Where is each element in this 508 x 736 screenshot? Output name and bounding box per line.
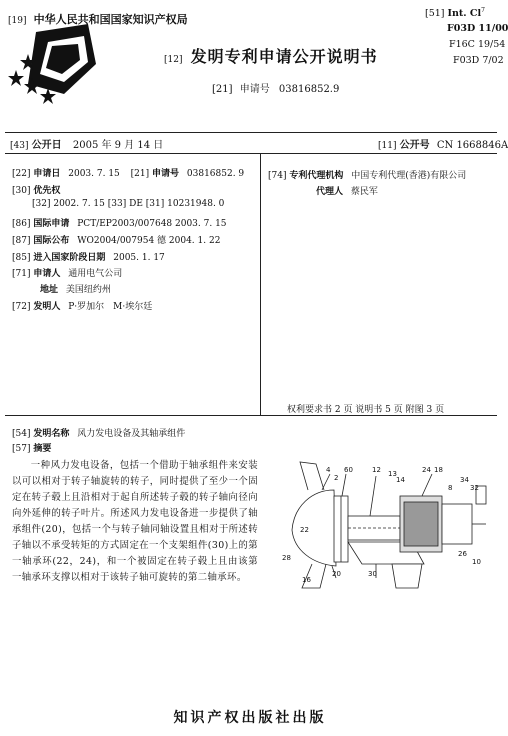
publisher-footer: 知识产权出版社出版 — [173, 710, 327, 726]
intl-pub-value: WO2004/007954 德 2004. 1. 22 — [77, 236, 221, 246]
national-phase-label: 进入国家阶段日期 — [33, 253, 106, 263]
pub-no-label: 公开号 — [399, 140, 430, 151]
figure-reference-label: 60 — [344, 466, 353, 474]
inventor-code: [72] — [12, 302, 31, 312]
pub-date-label: 公开日 — [31, 140, 62, 151]
figure-reference-label: 12 — [372, 466, 381, 474]
doc-type-title: 发明专利申请公开说明书 — [190, 47, 378, 66]
pub-no-code: [11] — [378, 141, 397, 151]
address-value: 美国纽约州 — [65, 285, 111, 295]
figure-hub — [292, 490, 336, 566]
priority-country-code: [33] — [107, 199, 127, 209]
patent-figure — [272, 460, 494, 590]
figure-reference-label: 4 — [326, 466, 331, 474]
national-phase-code: [85] — [12, 253, 31, 263]
app-no-code: [21] — [212, 84, 233, 95]
figure-reference-label: 14 — [396, 476, 405, 484]
figure-reference-label: 30 — [368, 570, 377, 578]
invention-title: 风力发电设备及其轴承组件 — [77, 429, 186, 439]
ipc-secondary: F03D 7/02 — [453, 55, 504, 66]
inventor-value: P·罗加尔 M·埃尔廷 — [68, 302, 153, 312]
priority-label: 优先权 — [33, 186, 61, 196]
priority-no: 10231948. 0 — [167, 199, 225, 209]
applicant-code: [71] — [12, 269, 31, 279]
page-count-summary: 权利要求书 2 页 说明书 5 页 附图 3 页 — [287, 405, 445, 415]
intl-app-label: 国际申请 — [33, 219, 70, 229]
title-code: [54] — [12, 429, 31, 439]
app-value: 03816852. 9 — [186, 169, 245, 179]
app-no-value: 03816852.9 — [278, 84, 340, 95]
figure-reference-label: 18 — [434, 466, 443, 474]
pub-no: CN 1668846A — [436, 140, 508, 151]
agency-value: 中国专利代理(香港)有限公司 — [351, 171, 467, 181]
app-label: 申请号 — [152, 169, 180, 179]
figure-reference-label: 28 — [282, 554, 291, 562]
pub-date: 2005 年 9 月 14 日 — [72, 140, 164, 151]
agent-label: 代理人 — [316, 187, 344, 197]
intl-pub-code: [87] — [12, 236, 31, 246]
title-label: 发明名称 — [33, 429, 70, 439]
inventor-label: 发明人 — [33, 302, 61, 312]
ipc-secondary: F16C 19/54 — [449, 39, 506, 50]
doc-type-code: [12] — [164, 55, 183, 65]
figure-reference-label: 22 — [300, 526, 309, 534]
agency-label: 专利代理机构 — [289, 171, 344, 181]
intl-pub-label: 国际公布 — [33, 236, 70, 246]
intcl-label: Int. Cl — [447, 8, 482, 20]
figure-generator — [442, 504, 472, 544]
filing-code: [22] — [12, 169, 31, 179]
figure-reference-label: 24 — [422, 466, 431, 474]
app-code: [21] — [130, 169, 150, 179]
intcl-code: [51] — [425, 8, 445, 20]
priority-date: 2002. 7. 15 — [53, 199, 105, 209]
applicant-label: 申请人 — [33, 269, 61, 279]
filing-date: 2003. 7. 15 — [68, 169, 120, 179]
priority-code: [30] — [12, 186, 31, 196]
applicant-value: 通用电气公司 — [68, 269, 123, 279]
figure-reference-label: 10 — [472, 558, 481, 566]
app-no-label: 申请号 — [239, 84, 270, 95]
agent-value: 蔡民军 — [350, 187, 378, 197]
figure-blade — [300, 462, 324, 490]
figure-reference-label: 32 — [470, 484, 479, 492]
pub-date-code: [43] — [10, 141, 29, 151]
abstract-text-block — [12, 458, 258, 586]
logo-star — [8, 70, 24, 86]
abstract-label: 摘要 — [33, 444, 52, 454]
figure-reference-label: 2 — [334, 474, 339, 482]
office-code: [19] — [8, 16, 27, 26]
priority-date-code: [32] — [32, 199, 51, 209]
agency-code: [74] — [268, 171, 287, 181]
ipc-main: F03D 11/00 — [447, 23, 508, 34]
abstract-code: [57] — [12, 444, 31, 454]
office-name: 中华人民共和国国家知识产权局 — [33, 13, 188, 26]
abstract-text: 一种风力发电设备，包括一个借助于轴承组件来安装以可以相对于转子轴旋转的转子，同时提供了至少一个固定在转子毂上且沿相对于起自所述转子毂的转子轴向径向向外延伸的转子叶片。所述风力发电设备进一步提供了轴承组件(20)，包括一个与转子轴同轴设置且相对于所述转子轴以不承受转矩的方式固定在一个支架组件(30)上的第一轴承环(22，24)，和一个被固定在转子毂上且由该第一轴承环支撑以相对于该转子轴可旋转的第二轴承环。 — [12, 460, 258, 583]
figure-reference-label: 8 — [448, 484, 453, 492]
figure-reference-label: 20 — [332, 570, 341, 578]
figure-reference-label: 34 — [460, 476, 469, 484]
figure-reference-label: 16 — [302, 576, 311, 584]
national-phase-date: 2005. 1. 17 — [113, 253, 165, 263]
intl-app-code: [86] — [12, 219, 31, 229]
figure-tower — [392, 564, 422, 588]
intl-app-value: PCT/EP2003/007648 2003. 7. 15 — [77, 219, 227, 229]
cnipa-logo — [8, 24, 100, 108]
address-label: 地址 — [40, 285, 59, 295]
figure-reference-label: 26 — [458, 550, 467, 558]
figure-reference-label: 13 — [388, 470, 397, 478]
intcl-sup: 7 — [481, 7, 485, 14]
priority-country: DE — [129, 199, 143, 209]
filing-label: 申请日 — [33, 169, 61, 179]
priority-no-code: [31] — [145, 199, 165, 209]
